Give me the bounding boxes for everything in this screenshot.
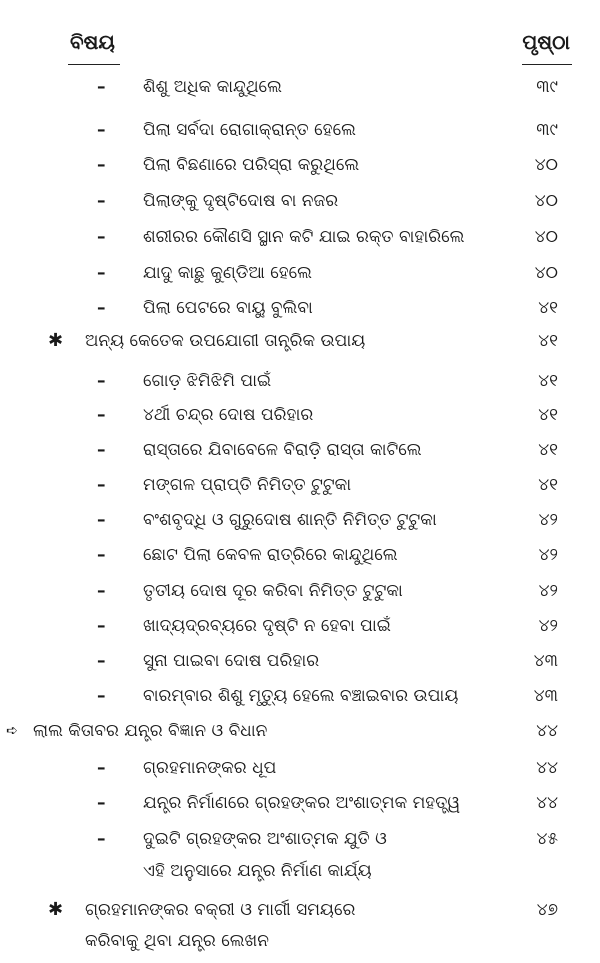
entry-page: ୪୩ <box>533 686 558 706</box>
toc-entry <box>0 470 600 500</box>
dash-marker: – <box>97 616 106 636</box>
toc-entry <box>0 150 600 180</box>
dash-marker: – <box>97 155 106 175</box>
toc-entry <box>0 115 600 145</box>
toc-entry-main <box>0 716 600 746</box>
entry-page: ୪୨ <box>538 581 558 601</box>
toc-entry <box>0 186 600 216</box>
entry-title: ଖାଦ୍ୟଦ୍ରବ୍ୟରେ ଦୃଷ୍ଟି ନ ହେବା ପାଇଁ <box>143 616 391 636</box>
header-subject: ବିଷୟ <box>70 30 115 54</box>
entry-title: ବଂଶବୃଦ୍ଧି ଓ ଗୁରୁଦୋଷ ଶାନ୍ତି ନିମିତ୍ତ ଟୁଟୁକା <box>143 510 437 530</box>
dash-marker: – <box>97 227 106 247</box>
entry-page: ୪୭ <box>536 900 558 920</box>
entry-page: ୪୧ <box>538 440 558 460</box>
dash-marker: – <box>97 120 106 140</box>
dash-marker: – <box>97 758 106 778</box>
toc-entry <box>0 681 600 711</box>
entry-title: ଗୋଡ଼ ଝିମିଝିମି ପାଇଁ <box>143 371 272 391</box>
entry-title-continued: ଏହି ଅନୁସାରେ ଯନ୍ତ୍ର ନିର୍ମାଣ କାର୍ଯ୍ୟ <box>143 861 372 881</box>
asterisk-icon: ✱ <box>48 330 64 351</box>
entry-title: ପିଲା ପେଟରେ ବାୟୁ ବୁଲିବା <box>143 298 313 318</box>
entry-page: ୪୦ <box>534 227 558 247</box>
header-page-underline <box>522 64 572 65</box>
entry-title: ଶିଶୁ ଅଧିକ କାନ୍ଦୁଥିଲେ <box>143 77 282 97</box>
toc-entry <box>0 576 600 606</box>
dash-marker: – <box>97 829 106 849</box>
entry-page: ୪୧ <box>538 298 558 318</box>
toc-entry <box>0 753 600 783</box>
entry-title: ତୃତୀୟ ଦୋଷ ଦୂର କରିବା ନିମିତ୍ତ ଟୁଟୁକା <box>143 581 403 601</box>
header-subject-underline <box>68 64 120 65</box>
toc-entry <box>0 540 600 570</box>
toc-entry <box>0 258 600 288</box>
entry-title: ଲାଲ କିତାବର ଯନ୍ତ୍ର ବିଜ୍ଞାନ ଓ ବିଧାନ <box>33 721 268 741</box>
entry-title: ଯାଦୁ କାଛୁ କୁଣ୍ଡିଆ ହେଲେ <box>143 263 312 283</box>
entry-page: ୪୨ <box>538 510 558 530</box>
toc-entry <box>0 646 600 676</box>
entry-title: ସୁନା ପାଇବା ଦୋଷ ପରିହାର <box>143 651 320 671</box>
entry-page: ୪୨ <box>538 545 558 565</box>
entry-page: ୪୪ <box>536 758 558 778</box>
entry-title: ଅନ୍ୟ କେତେକ ଉପଯୋଗୀ ତାନ୍ତ୍ରିକ ଉପାୟ <box>85 331 366 351</box>
entry-title-continued: କରିବାକୁ ଥିବା ଯନ୍ତ୍ର ଲେଖନ <box>85 931 269 951</box>
dash-marker: – <box>97 263 106 283</box>
dash-marker: – <box>97 191 106 211</box>
toc-entry <box>0 435 600 465</box>
dash-marker: – <box>97 793 106 813</box>
entry-title: ଛୋଟ ପିଲା କେବଳ ରାତ୍ରିରେ କାନ୍ଦୁଥିଲେ <box>143 545 398 565</box>
entry-title: ବାରମ୍ବାର ଶିଶୁ ମୃତ୍ୟୁ ହେଲେ ବଞ୍ଚାଇବାର ଉପାୟ <box>143 686 459 706</box>
dash-marker: – <box>97 686 106 706</box>
dash-marker: – <box>97 405 106 425</box>
dash-marker: – <box>97 545 106 565</box>
dash-marker: – <box>97 440 106 460</box>
toc-entry-main <box>0 326 600 356</box>
entry-page: ୪୦ <box>534 263 558 283</box>
dash-marker: – <box>97 475 106 495</box>
dash-marker: – <box>97 298 106 318</box>
entry-title: ରାସ୍ତାରେ ଯିବାବେଳେ ବିରାଡ଼ି ରାସ୍ତା କାଟିଲେ <box>143 440 422 460</box>
entry-title: ପିଲାଙ୍କୁ ଦୃଷ୍ଟିଦୋଷ ବା ନଜର <box>143 191 339 211</box>
entry-title: ପିଲା ବିଛଣାରେ ପରିସ୍ରା କରୁଥିଲେ <box>143 155 360 175</box>
entry-page: ୪୦ <box>534 155 558 175</box>
entry-title: ପିଲା ସର୍ବଦା ରୋଗାକ୍ରାନ୍ତ ହେଲେ <box>143 120 356 140</box>
entry-page: ୪୧ <box>538 331 558 351</box>
entry-page: ୪୫ <box>536 829 558 849</box>
pointer-arrow-icon: ➪ <box>6 723 18 739</box>
entry-page: ୪୧ <box>538 371 558 391</box>
toc-entry <box>0 366 600 396</box>
entry-title: ଯନ୍ତ୍ର ନିର୍ମାଣରେ ଗ୍ରହଙ୍କର ଅଂଶାତ୍ମକ ମହତ୍ତ୍ୱ <box>143 793 461 813</box>
dash-marker: – <box>97 651 106 671</box>
entry-page: ୪୧ <box>538 405 558 425</box>
entry-title: ଗ୍ରହମାନଙ୍କର ଧୂପ <box>143 758 277 778</box>
entry-page: ୪୩ <box>533 651 558 671</box>
header-page: ପୃଷ୍ଠା <box>522 30 570 54</box>
toc-entry <box>0 400 600 430</box>
toc-entry <box>0 611 600 641</box>
toc-entry <box>0 72 600 102</box>
dash-marker: – <box>97 371 106 391</box>
entry-page: ୪୦ <box>534 191 558 211</box>
entry-page: ୪୨ <box>538 616 558 636</box>
entry-title: ମଙ୍ଗଳ ପ୍ରାପ୍ତି ନିମିତ୍ତ ଟୁଟୁକା <box>143 475 352 495</box>
entry-title: ଗ୍ରହମାନଙ୍କର ବକ୍ରୀ ଓ ମାର୍ଗୀ ସମୟରେ <box>85 900 356 920</box>
dash-marker: – <box>97 77 106 97</box>
entry-page: ୩୯ <box>536 77 558 97</box>
toc-entry-main <box>0 895 600 925</box>
dash-marker: – <box>97 581 106 601</box>
asterisk-icon: ✱ <box>48 899 64 920</box>
toc-entry-continuation <box>0 926 600 956</box>
entry-page: ୪୪ <box>536 721 558 741</box>
toc-entry-continuation <box>0 856 600 886</box>
entry-title: ୪ର୍ଥୀ ଚନ୍ଦ୍ର ଦୋଷ ପରିହାର <box>143 405 314 425</box>
toc-entry <box>0 788 600 818</box>
entry-title: ଦୁଇଟି ଗ୍ରହଙ୍କର ଅଂଶାତ୍ମକ ଯୁତି ଓ <box>143 829 387 849</box>
entry-page: ୩୯ <box>536 120 558 140</box>
dash-marker: – <box>97 510 106 530</box>
entry-title: ଶରୀରର କୌଣସି ସ୍ଥାନ କଟି ଯାଇ ରକ୍ତ ବାହାରିଲେ <box>143 227 465 247</box>
toc-entry <box>0 824 600 854</box>
toc-entry <box>0 505 600 535</box>
entry-page: ୪୧ <box>538 475 558 495</box>
entry-page: ୪୪ <box>536 793 558 813</box>
toc-entry <box>0 222 600 252</box>
toc-entry <box>0 293 600 323</box>
